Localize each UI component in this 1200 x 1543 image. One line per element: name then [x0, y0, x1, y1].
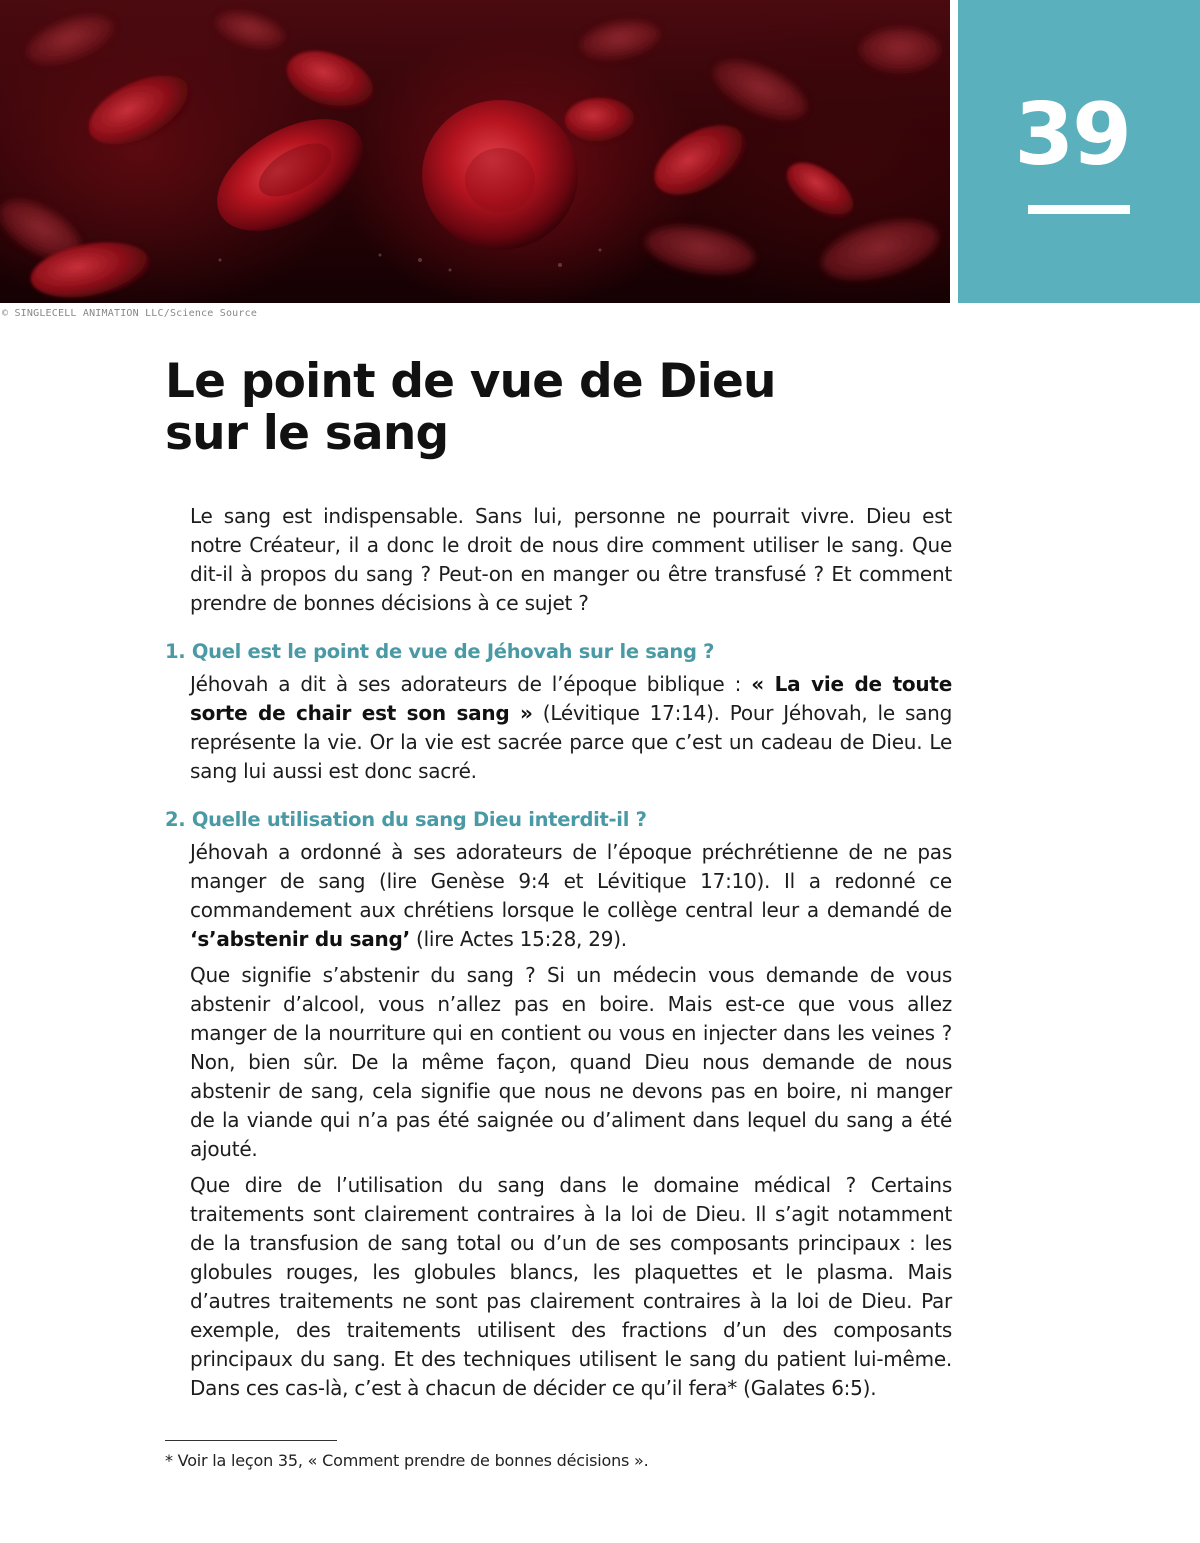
- q1-scripture-quote: « La vie de toute sorte de chair est son sang »: [190, 672, 953, 725]
- question-2-paragraph-2: Que signifie s’abstenir du sang ? Si un médecin vous demande de vous abstenir d’alcool, vous n’allez pas en boire. Mais est-ce que vous allez manger de la nourriture qui en contient ou vous en injecter dans les veines ? Non, bien sûr. De la même façon, quand Dieu nous demande de nous abstenir de sang, cela signifie que nous ne devons pas en boire, ni manger de la viande qui n’a pas été saignée ou d’aliment dans lequel du sang a été ajouté.: [190, 963, 952, 1161]
- footnote: * Voir la leçon 35, « Comment prendre de bonnes décisions ».: [165, 1451, 649, 1470]
- title-line-2: sur le sang: [165, 406, 449, 461]
- page-title: [165, 356, 865, 460]
- q2-scripture-quote: ‘s’abstenir du sang’: [190, 927, 410, 951]
- header-photo-blood-cells: [0, 0, 950, 303]
- lesson-number-underline: [1028, 205, 1130, 214]
- footnote-divider: [165, 1440, 337, 1441]
- question-1-heading: 1. Quel est le point de vue de Jéhovah sur le sang ?: [165, 640, 715, 663]
- q1-text-after: (Lévitique 17:14). Pour Jéhovah, le sang représente la vie. Or la vie est sacrée parce que c’est un cadeau de Dieu. Le sang lui aussi est donc sacré.: [190, 701, 953, 783]
- lesson-body: [165, 502, 952, 1410]
- q1-text-before: Jéhovah a dit à ses adorateurs de l’époque biblique :: [190, 672, 752, 696]
- q2-text-before: Jéhovah a ordonné à ses adorateurs de l’époque préchrétienne de ne pas manger de sang (lire Genèse 9:4 et Lévitique 17:10). Il a redonné ce commandement aux chrétiens lorsque le collège central leur a demandé de: [190, 840, 952, 922]
- question-2-heading: 2. Quelle utilisation du sang Dieu interdit-il ?: [165, 808, 647, 831]
- lesson-number-block: [958, 0, 1200, 303]
- intro-paragraph: Le sang est indispensable. Sans lui, personne ne pourrait vivre. Dieu est notre Créateur, il a donc le droit de nous dire comment utiliser le sang. Que dit-il à propos du sang ? Peut-on en manger ou être transfusé ? Et comment prendre de bonnes décisions à ce sujet ?: [190, 504, 952, 615]
- blood-cells-illustration: [0, 0, 950, 303]
- title-line-1: Le point de vue de Dieu: [165, 354, 776, 409]
- question-2-paragraph-3: Que dire de l’utilisation du sang dans le domaine médical ? Certains traitements sont clairement contraires à la loi de Dieu. Il s’agit notamment de la transfusion de sang total ou d’un de ses composants principaux : les globules rouges, les globules blancs, les plaquettes et le plasma. Mais d’autres traitements ne sont pas clairement contraires à la loi de Dieu. Par exemple, des traitements utilisent des fractions d’un des composants principaux du sang. Et des techniques utilisent le sang du patient lui-même. Dans ces cas-là, c’est à chacun de décider ce qu’il fera* (Galates 6:5).: [190, 1173, 952, 1400]
- photo-credit: © SINGLECELL ANIMATION LLC/Science Source: [2, 308, 258, 319]
- q2-text-after: (lire Actes 15:28, 29).: [409, 927, 627, 951]
- question-2-paragraph-1: [190, 838, 952, 954]
- lesson-number: 39: [1014, 85, 1130, 185]
- question-1-answer-paragraph: [190, 670, 952, 786]
